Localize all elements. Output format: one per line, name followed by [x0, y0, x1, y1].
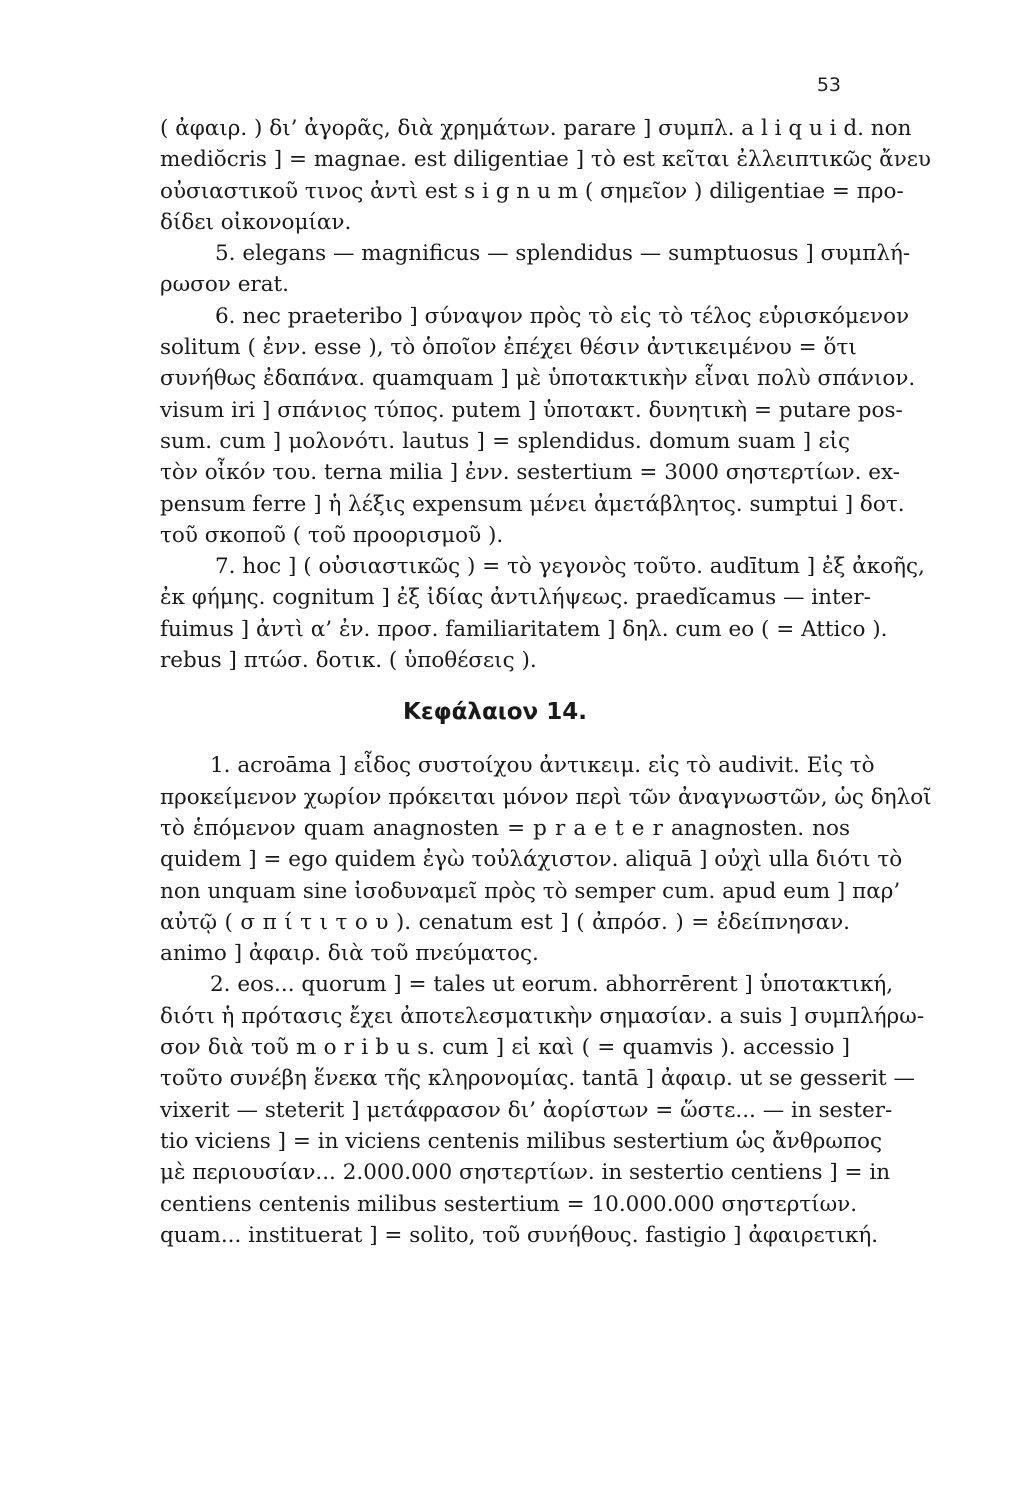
- text-line: συνήθως ἐδαπάνα. quamquam ] μὲ ὑποτακτικὴν εἶναι πολὺ σπάνιον.: [160, 366, 916, 392]
- section-13-notes: [160, 113, 931, 676]
- text-line: animo ] ἀφαιρ. διὰ τοῦ πνεύματος.: [160, 941, 539, 967]
- text-line: αὐτῷ ( σ π ί τ ι τ ο υ ). cenatum est ] ( ἀπρόσ. ) = ἐδείπνησαν.: [160, 909, 850, 935]
- text-line: οὐσιαστικοῦ τινος ἀντὶ est s i g n u m ( σημεῖον ) diligentiae = προ-: [160, 178, 904, 204]
- text-line: quidem ] = ego quidem ἐγὼ τοὐλάχιστον. aliquā ] οὐχὶ ulla διότι τὸ: [160, 847, 903, 873]
- text-line: ἐκ φήμης. cognitum ] ἐξ ἰδίας ἀντιλήψεως. praedĭcamus — inter-: [160, 585, 871, 611]
- text-line: τὸν οἶκόν του. terna milia ] ἐνν. sestertium = 3000 σηστερτίων. ex-: [160, 460, 901, 486]
- text-line: 6. nec praeteribo ] σύναψον πρὸς τὸ εἰς τὸ τέλος εὑρισκόμενον: [215, 303, 910, 329]
- section-14-notes: [160, 750, 932, 1251]
- text-line: pensum ferre ] ἡ λέξις expensum μένει ἀμετάβλητος. sumptui ] δοτ.: [160, 491, 905, 517]
- text-line: visum iri ] σπάνιος τύπος. putem ] ὑποτακτ. δυνητικὴ = putare pos-: [160, 397, 903, 423]
- text-line: rebus ] πτώσ. δοτικ. ( ὑποθέσεις ).: [160, 648, 537, 674]
- text-line: ( ἀφαιρ. ) δι’ ἀγορᾶς, διὰ χρημάτων. parare ] συμπλ. a l i q u i d. non: [160, 116, 912, 141]
- text-line: τοῦ σκοποῦ ( τοῦ προορισμοῦ ).: [160, 522, 504, 548]
- text-line: fuimus ] ἀντὶ α’ ἐν. προσ. familiaritatem ] δηλ. cum eo ( = Attico ).: [160, 616, 888, 642]
- text-line: solitum ( ἐνν. esse ), τὸ ὁποῖον ἐπέχει θέσιν ἀντικειμένου = ὅτι: [160, 335, 857, 361]
- text-line: σον διὰ τοῦ m o r i b u s. cum ] εἰ καὶ ( = quamvis ). accessio ]: [160, 1035, 850, 1061]
- text-line: τοῦτο συνέβη ἕνεκα τῆς κληρονομίας. tantā ] ἀφαιρ. ut se gesserit —: [160, 1066, 916, 1092]
- commentary-text: [160, 113, 932, 1251]
- text-line: προκείμενον χωρίον πρόκειται μόνον περὶ τῶν ἀναγνωστῶν, ὡς δηλοῖ: [160, 784, 932, 810]
- page-number: 53: [816, 74, 841, 96]
- text-line: ρωσον erat.: [160, 272, 289, 298]
- text-line: sum. cum ] μολονότι. lautus ] = splendidus. domum suam ] εἰς: [160, 428, 850, 454]
- text-line: vixerit — steterit ] μετάφρασον δι’ ἀορίστων = ὥστε... — in sester-: [160, 1097, 893, 1123]
- text-line: centiens centenis milibus sestertium = 10.000.000 σηστερτίων.: [160, 1191, 858, 1217]
- text-line: 5. elegans — magnificus — splendidus — sumptuosus ] συμπλή-: [215, 241, 911, 267]
- text-line: 2. eos... quorum ] = tales ut eorum. abhorrērent ] ὑποτακτική,: [210, 972, 894, 998]
- text-line: non unquam sine ἰσοδυναμεῖ πρὸς τὸ semper cum. apud eum ] παρ’: [160, 878, 901, 904]
- text-line: τὸ ἑπόμενον quam anagnosten = p r a e t e r anagnosten. nos: [160, 815, 850, 841]
- text-line: tio viciens ] = in viciens centenis milibus sestertium ὡς ἄνθρωπος: [160, 1128, 882, 1154]
- text-line: μὲ περιουσίαν... 2.000.000 σηστερτίων. in sestertio centiens ] = in: [160, 1160, 891, 1186]
- text-line: quam... instituerat ] = solito, τοῦ συνήθους. fastigio ] ἀφαιρετική.: [160, 1222, 879, 1248]
- text-line: mediŏcris ] = magnae. est diligentiae ] τὸ est κεῖται ἐλλειπτικῶς ἄνευ: [160, 147, 931, 173]
- text-line: 1. acroāma ] εἶδος συστοίχου ἀντικειμ. εἰς τὸ audivit. Εἰς τὸ: [210, 753, 875, 779]
- text-line: δίδει οἰκονομίαν.: [160, 209, 352, 235]
- text-line: διότι ἡ πρότασις ἔχει ἀποτελεσματικὴν σημασίαν. a suis ] συμπλήρω-: [160, 1003, 925, 1029]
- text-line: 7. hoc ] ( οὐσιαστικῶς ) = τὸ γεγονὸς τοῦτο. audītum ] ἐξ ἀκοῆς,: [215, 554, 925, 580]
- chapter-heading: Κεφάλαιον 14.: [403, 699, 587, 726]
